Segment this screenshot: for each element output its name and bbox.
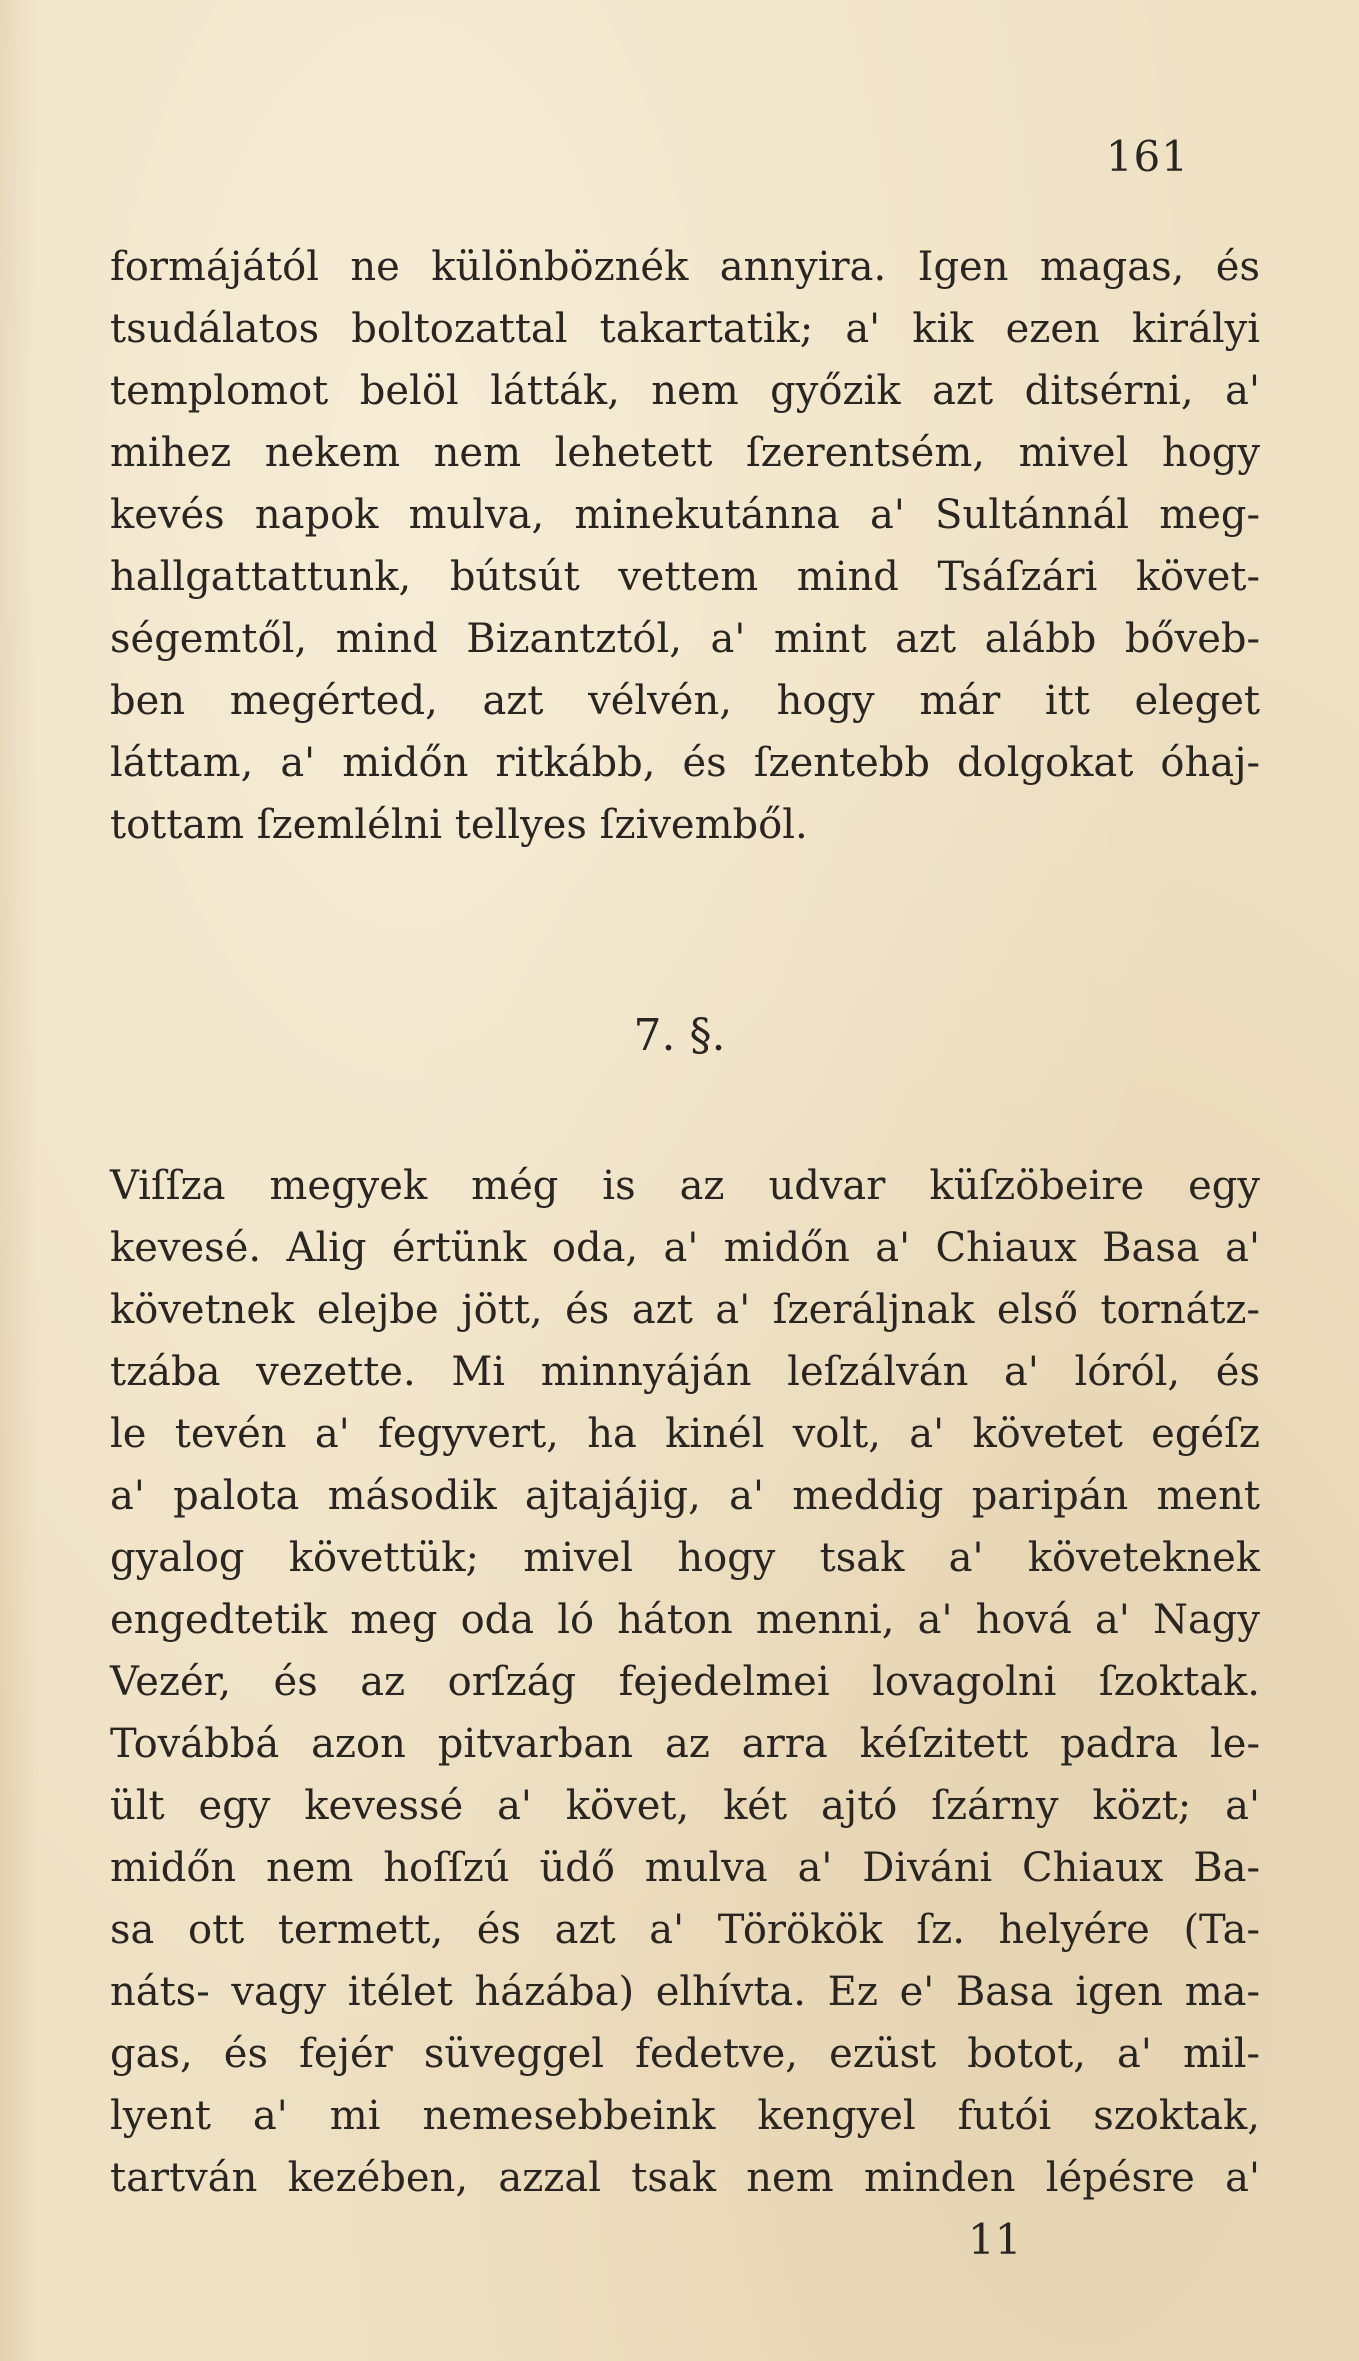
paragraph-line: tzába vezette. Mi minnyáján leſzálván a' lóról, és: [110, 1349, 1260, 1395]
paragraph-line: sa ott termett, és azt a' Törökök ſz. helyére (Ta-: [110, 1907, 1260, 1953]
paragraph-line: Viſſza megyek még is az udvar küſzöbeire egy: [110, 1163, 1260, 1209]
paragraph-line: hallgattattunk, bútsút vettem mind Tsáſzári követ-: [110, 554, 1260, 600]
paragraph-line: gas, és fejér süveggel fedetve, ezüst botot, a' mil-: [110, 2031, 1260, 2077]
paragraph-line: engedtetik meg oda ló háton menni, a' hová a' Nagy: [110, 1597, 1260, 1643]
paragraph-line: náts- vagy itélet házába) elhívta. Ez e' Basa igen ma-: [110, 1969, 1260, 2015]
page-number: 161: [1105, 132, 1189, 181]
paragraph-line: láttam, a' midőn ritkább, és ſzentebb dolgokat óhaj-: [110, 740, 1260, 786]
paragraph-line: kevesé. Alig értünk oda, a' midőn a' Chiaux Basa a': [110, 1225, 1260, 1271]
paragraph-line: templomot belöl látták, nem győzik azt ditsérni, a': [110, 368, 1260, 414]
paragraph-line: ségemtől, mind Bizantztól, a' mint azt alább bővеb-: [110, 616, 1260, 662]
paragraph-line: a' palota második ajtajájig, a' meddig paripán ment: [110, 1473, 1260, 1519]
signature-mark: 11: [968, 2215, 1022, 2264]
paragraph-line: formájától ne különböznék annyira. Igen magas, és: [110, 244, 1260, 290]
paragraph-line: tartván kezében, azzal tsak nem minden lépésre a': [110, 2155, 1260, 2201]
paragraph-line: Vezér, és az orſzág fejedelmei lovagolni ſzoktak.: [110, 1659, 1260, 1705]
paragraph-line: ben megérted, azt vélvén, hogy már itt eleget: [110, 678, 1260, 724]
section-heading: 7. §.: [633, 1010, 726, 1061]
paragraph-2: [110, 1155, 1260, 2209]
paragraph-line: tottam ſzemlélni tellyes ſzivemből.: [110, 802, 808, 848]
paragraph-line: gyalog követtük; mivel hogy tsak a' követeknek: [110, 1535, 1260, 1581]
paragraph-line: le tevén a' fegyvert, ha kinél volt, a' követet egéſz: [110, 1411, 1260, 1457]
paragraph-line: tsudálatos boltozattal takartatik; a' kik ezen királyi: [110, 306, 1260, 352]
paragraph-line: mihez nekem nem lehetett ſzerentsém, mivel hogy: [110, 430, 1260, 476]
paragraph-line: követnek elejbe jött, és azt a' ſzeráljnak első tornátz-: [110, 1287, 1260, 1333]
paragraph-line: lyent a' mi nemesebbeink kengyel futói szoktak,: [110, 2093, 1260, 2139]
paragraph-line: Továbbá azon pitvarban az arra kéſzitett padra le-: [110, 1721, 1260, 1767]
paragraph-line: kevés napok mulva, minekutánna a' Sultánnál meg-: [110, 492, 1260, 538]
paragraph-line: midőn nem hoſſzú üdő mulva a' Diváni Chiaux Ba-: [110, 1845, 1260, 1891]
paragraph-1: [110, 236, 1260, 856]
paragraph-line: ült egy kevessé a' követ, két ajtó ſzárny közt; a': [110, 1783, 1260, 1829]
